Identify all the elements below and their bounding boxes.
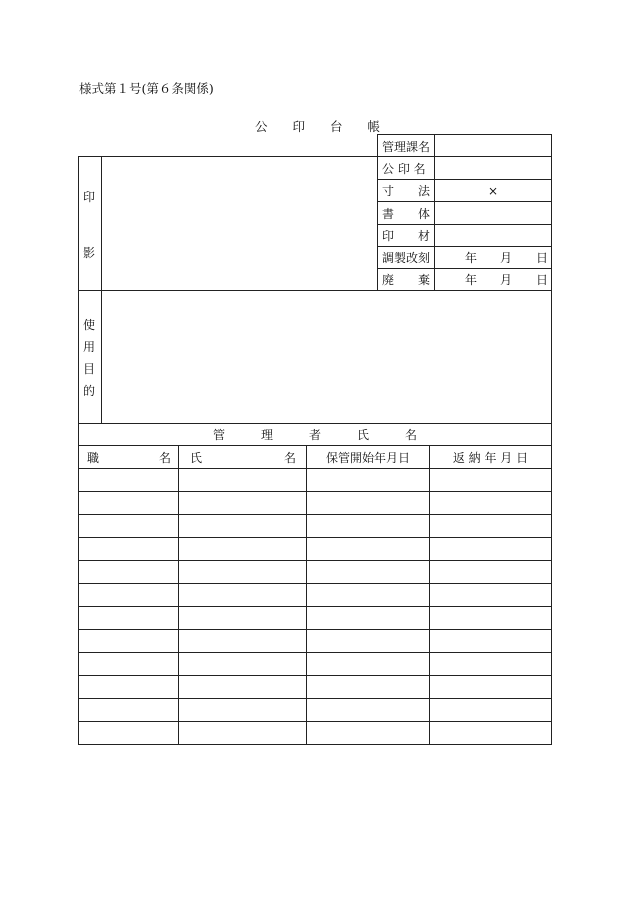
- table-cell[interactable]: [430, 722, 551, 744]
- table-cell[interactable]: [79, 722, 178, 744]
- table-cell[interactable]: [307, 630, 429, 652]
- material-value[interactable]: [435, 225, 550, 246]
- material-label: 印 材: [382, 229, 431, 243]
- table-cell[interactable]: [179, 607, 306, 629]
- row-divider: [78, 744, 551, 745]
- table-cell[interactable]: [79, 630, 178, 652]
- table-cell[interactable]: [179, 676, 306, 698]
- made-month: 月: [500, 251, 513, 265]
- dept-label: 管理課名: [382, 140, 431, 154]
- seal-impression-box[interactable]: [102, 157, 376, 289]
- table-cell[interactable]: [79, 561, 178, 583]
- font-label: 書 体: [382, 207, 431, 221]
- table-cell[interactable]: [79, 492, 178, 514]
- purpose-char-2: 用: [83, 340, 96, 354]
- table-cell[interactable]: [430, 630, 551, 652]
- purpose-box[interactable]: [102, 291, 550, 422]
- table-cell[interactable]: [430, 607, 551, 629]
- made-label: 調製改刻: [382, 251, 431, 265]
- table-cell[interactable]: [179, 699, 306, 721]
- table-cell[interactable]: [307, 515, 429, 537]
- table-cell[interactable]: [307, 653, 429, 675]
- header-position-1: 職: [87, 451, 100, 465]
- abolished-day: 日: [536, 273, 549, 287]
- table-cell[interactable]: [179, 630, 306, 652]
- abolished-year: 年: [465, 273, 478, 287]
- seal-name-label: 公 印 名: [382, 162, 426, 176]
- page-title: 公 印 台 帳: [255, 119, 381, 134]
- table-cell[interactable]: [307, 492, 429, 514]
- table-cell[interactable]: [179, 538, 306, 560]
- table-cell[interactable]: [179, 561, 306, 583]
- abolished-month: 月: [500, 273, 513, 287]
- impression-label-top: 印: [83, 190, 96, 204]
- table-cell[interactable]: [79, 653, 178, 675]
- table-cell[interactable]: [79, 469, 178, 491]
- table-cell[interactable]: [307, 699, 429, 721]
- table-cell[interactable]: [430, 492, 551, 514]
- header-position-2: 名: [159, 451, 172, 465]
- dept-value[interactable]: [435, 135, 550, 156]
- table-cell[interactable]: [307, 538, 429, 560]
- table-cell[interactable]: [430, 561, 551, 583]
- table-cell[interactable]: [179, 653, 306, 675]
- seal-name-value[interactable]: [435, 157, 550, 179]
- table-cell[interactable]: [179, 469, 306, 491]
- table-cell[interactable]: [307, 722, 429, 744]
- table-cell[interactable]: [79, 584, 178, 606]
- table-cell[interactable]: [430, 584, 551, 606]
- table-cell[interactable]: [179, 584, 306, 606]
- made-day: 日: [536, 251, 549, 265]
- table-cell[interactable]: [430, 469, 551, 491]
- table-cell[interactable]: [179, 515, 306, 537]
- table-cell[interactable]: [79, 515, 178, 537]
- purpose-char-3: 目: [83, 362, 96, 376]
- form-number-note: 様式第１号(第６条関係): [79, 81, 214, 96]
- table-cell[interactable]: [307, 469, 429, 491]
- size-label: 寸 法: [382, 184, 431, 198]
- table-cell[interactable]: [179, 722, 306, 744]
- abolished-label: 廃 棄: [382, 273, 431, 287]
- header-start-date: 保管開始年月日: [325, 451, 410, 465]
- header-name-2: 名: [284, 451, 297, 465]
- manager-section-title: 管 理 者 氏 名: [212, 428, 417, 442]
- table-cell[interactable]: [79, 607, 178, 629]
- header-name-1: 氏: [190, 451, 203, 465]
- table-cell[interactable]: [79, 538, 178, 560]
- table-cell[interactable]: [307, 676, 429, 698]
- size-separator: ×: [488, 184, 499, 198]
- purpose-char-1: 使: [83, 318, 96, 332]
- table-cell[interactable]: [79, 676, 178, 698]
- table-cell[interactable]: [430, 676, 551, 698]
- font-value[interactable]: [435, 202, 550, 224]
- table-cell[interactable]: [307, 584, 429, 606]
- table-cell[interactable]: [430, 699, 551, 721]
- table-cell[interactable]: [307, 561, 429, 583]
- table-cell[interactable]: [430, 653, 551, 675]
- table-cell[interactable]: [430, 515, 551, 537]
- table-cell[interactable]: [430, 538, 551, 560]
- header-return-date: 返 納 年 月 日: [452, 451, 529, 465]
- table-cell[interactable]: [79, 699, 178, 721]
- made-year: 年: [465, 251, 478, 265]
- table-cell[interactable]: [179, 492, 306, 514]
- table-cell[interactable]: [307, 607, 429, 629]
- impression-label-bottom: 影: [83, 246, 96, 260]
- purpose-char-4: 的: [83, 384, 96, 398]
